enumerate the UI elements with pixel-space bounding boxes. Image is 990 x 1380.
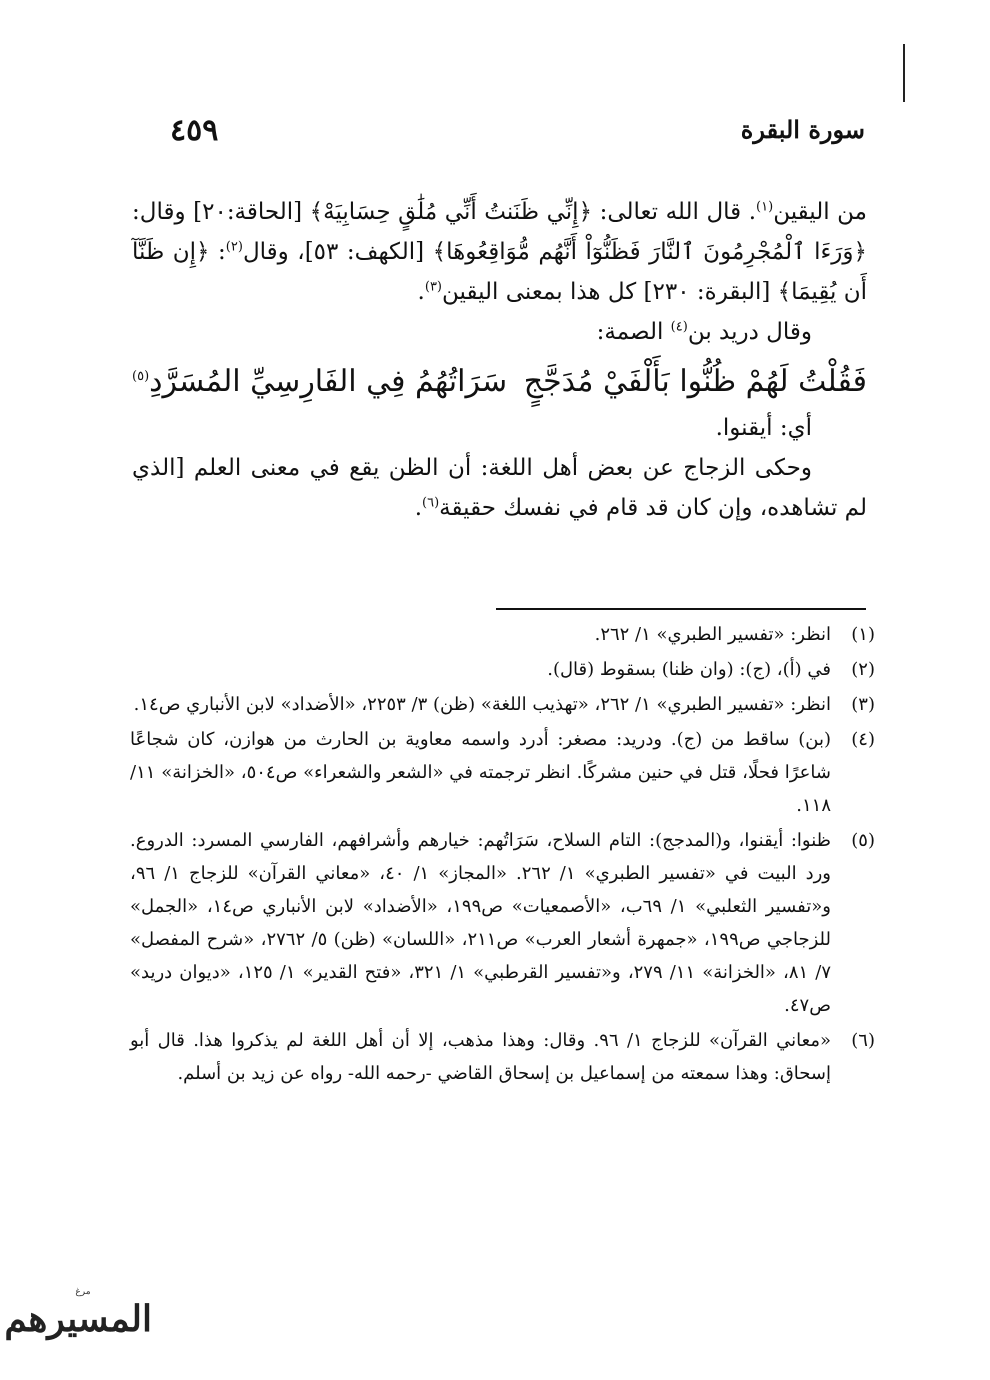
footnote-number: (٢) [851,659,875,680]
footnote-ref[interactable]: (٦) [422,495,440,511]
paragraph-1 [132,192,867,312]
page-header [140,113,865,153]
footnote-text [130,723,831,822]
text-run: . [414,495,423,521]
text-run: من اليقين [773,199,867,225]
footnote-item [130,723,875,822]
footnote-separator [496,608,866,610]
paragraph-2 [132,312,867,352]
footnote-line: ظنوا: أيقنوا، و(المدجج): التام السلاح، سَرَاتُهم: خيارهم وأشرافهم، الفارسي المسرد: الدروع. ورد البيت في «تفسير الطبري» ١/ ٢٦٢. «المجاز» ١/ ٤٠، «معاني القرآن» للزجاج ١/ ٩٦، و«تفسير الثعلبي» ١/ ٦٩ب، «الأصمعيات» ص١٩٩، «الأضداد» لابن الأنباري ص١٤، «الجمل» للزجاجي ص١٩٩، «جمهرة أشعار العرب» ص٢١١، «اللسان» (ظن) ٥/ ٢٧٦٢، «شرح المفصل» ٧/ ٨١، «الخزانة» ١١/ ٢٧٩، و«تفسير القرطبي» ١/ ٣٢١، «فتح القدير» ١/ ١٢٥، «ديوان دريد» ص٤٧. [130,830,831,1016]
footnote-ref[interactable]: (١) [756,199,774,215]
text-run: وقال دريد بن [687,319,812,345]
footnote-text [130,688,831,721]
text-run: سَرَاتُهُمُ فِي الفَارِسِيِّ المُسَرَّدِ [149,364,508,399]
footnote-ref[interactable]: (٣) [424,279,442,295]
footnote-ref[interactable]: (٤) [670,319,688,335]
page-number: ٤٥٩ [170,113,219,148]
poem-hemistich-1: فَقُلْتُ لَهُمْ ظُنُّوا بَأَلْفَيْ مُدَجَّجٍ [523,364,867,399]
watermark-logo [4,1286,152,1358]
text-run: . [417,279,425,305]
text-run: . قال الله تعالى: ﴿إِنِّي ظَنَنتُ أَنِّي مُلَٰقٍ حِسَابِيَهْ﴾ [الحاقة:٢٠] وقال: ﴿وَرَءَا ٱلْمُجْرِمُونَ ٱلنَّارَ فَظَنُّوٓاْ أَنَّهُم مُّوَاقِعُوهَا﴾ [الكهف: ٥٣]، وقال [132,199,867,265]
footnote-number: (٣) [851,694,875,715]
footnote-item [130,1024,875,1090]
footnote-number: (٤) [851,729,875,750]
footnote-line: في (أ)، (ج): (وان ظنا) بسقوط (قال). [547,659,831,680]
footnote-item [130,824,875,1022]
text-run: : ﴿إِن ظَنَّآ أَن يُقِيمَا﴾ [البقرة: ٢٣٠] كل هذا بمعنى اليقين [132,239,867,305]
footnote-text [130,1024,831,1090]
footnote-text [130,653,831,686]
gutter-line [903,44,905,102]
footnote-item [130,688,875,721]
footnote-ref[interactable]: (٢) [225,239,243,255]
footnote-text [130,824,831,1022]
surah-title: سورة البقرة [740,115,865,144]
poem-verse [132,358,867,406]
footnote-item [130,618,875,651]
footnote-number: (١) [851,624,875,645]
footnote-number: (٦) [851,1030,875,1051]
paragraph-3: أي: أيقنوا. [715,415,812,441]
footnote-item [130,653,875,686]
text-run: الصمة: [596,319,671,345]
footnote-number: (٥) [851,830,875,851]
main-text [132,192,867,528]
footnotes [130,618,875,1092]
footnote-line: انظر: «تفسير الطبري» ١/ ٢٦٢. [594,624,831,645]
footnote-line: انظر: «تفسير الطبري» ١/ ٢٦٢، «تهذيب اللغة» (ظن) ٣/ ٢٢٥٣، «الأضداد» لابن الأنباري ص١٤. [133,694,831,715]
watermark-small-text: مرغ [75,1287,91,1297]
footnote-ref[interactable]: (٥) [132,369,150,384]
footnote-line: (بن) ساقط من (ج). ودريد: مصغر: أدرد واسمه معاوية بن الحارث من هوازن، كان شجاعًا شاعرًا فحلًا، قتل في حنين مشركًا. انظر ترجمته في «الشعر والشعراء» ص٥٠٤، «الخزانة» ١١/ ١١٨. [130,729,831,816]
watermark-text: المسيرهم [4,1298,152,1340]
text-run: وحكى الزجاج عن بعض أهل اللغة: أن الظن يقع في معنى العلم [الذي لم تشاهده، وإن كان قد قام في نفسك حقيقة [132,455,867,521]
footnote-line: «معاني القرآن» للزجاج ١/ ٩٦. وقال: وهذا مذهب، إلا أن أهل اللغة لم يذكروا هذا. قال أبو إسحاق: وهذا سمعته من إسماعيل بن إسحاق القاضي -رحمه الله- رواه عن زيد بن أسلم. [130,1030,831,1084]
footnote-text [130,618,831,651]
poem-hemistich-2 [132,358,507,406]
paragraph-4 [132,448,867,528]
